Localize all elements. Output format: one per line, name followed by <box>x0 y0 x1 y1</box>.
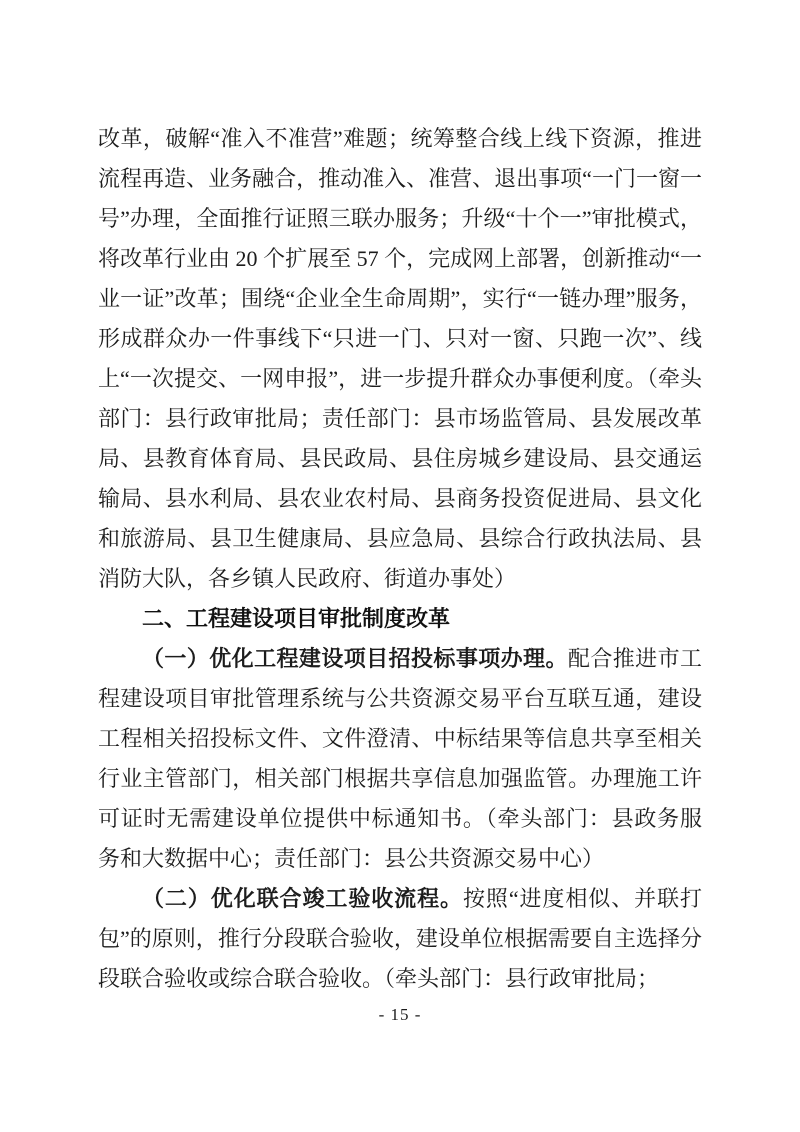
item-1-lead: （一）优化工程建设项目招投标事项办理。 <box>142 646 568 671</box>
item-2-paragraph <box>98 879 702 999</box>
document-body <box>98 119 702 999</box>
item-2-body: 按照“进度相似、并联打包”的原则，推行分段联合验收，建设单位根据需要自主选择分段联合验收或综合联合验收。（牵头部门：县行政审批局； <box>98 886 702 991</box>
item-1-paragraph <box>98 639 702 879</box>
page-number: - 15 - <box>378 1005 422 1024</box>
section-heading: 二、工程建设项目审批制度改革 <box>142 606 451 631</box>
item-2-lead: （二）优化联合竣工验收流程。 <box>142 886 463 911</box>
item-1-body: 配合推进市工程建设项目审批管理系统与公共资源交易平台互联互通，建设工程相关招投标文件、文件澄清、中标结果等信息共享至相关行业主管部门，相关部门根据共享信息加强监管。办理施工许可证时无需建设单位提供中标通知书。（牵头部门：县政务服务和大数据中心；责任部门：县公共资源交易中心） <box>98 646 702 871</box>
continuation-paragraph: 改革，破解“准入不准营”难题；统筹整合线上线下资源，推进流程再造、业务融合，推动准入、准营、退出事项“一门一窗一号”办理，全面推行证照三联办服务；升级“十个一”审批模式，将改革行业由 20 个扩展至 57 个，完成网上部署，创新推动“一业一证”改革；围绕“企业全生命周期”，实行“一链办理”服务，形成群众办一件事线下“只进一门、只对一窗、只跑一次”、线上“一次提交、一网申报”，进一步提升群众办事便利度。（牵头部门：县行政审批局；责任部门：县市场监管局、县发展改革局、县教育体育局、县民政局、县住房城乡建设局、县交通运输局、县水利局、县农业农村局、县商务投资促进局、县文化和旅游局、县卫生健康局、县应急局、县综合行政执法局、县消防大队，各乡镇人民政府、街道办事处） <box>98 126 702 591</box>
